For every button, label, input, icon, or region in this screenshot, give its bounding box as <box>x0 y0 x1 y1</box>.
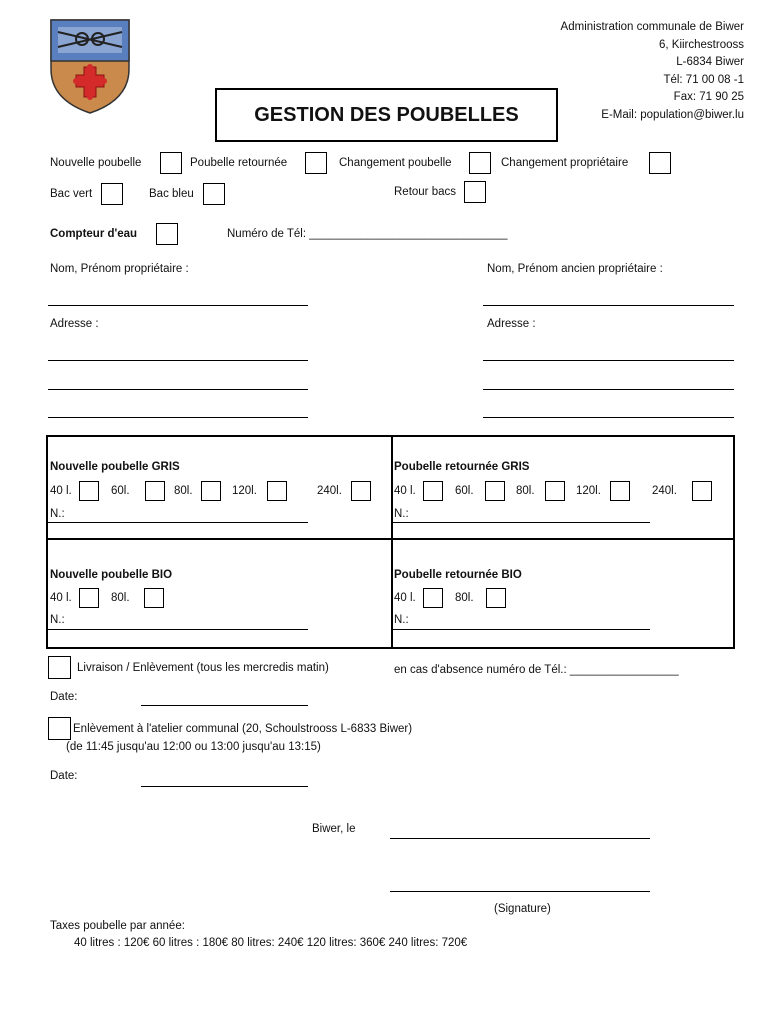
former-owner-address-line-3[interactable] <box>483 417 734 418</box>
checkbox-ret-gris-120[interactable] <box>610 481 630 501</box>
checkbox-livraison[interactable] <box>48 656 71 679</box>
serial-label: N.: <box>394 614 409 626</box>
taxes-values: 40 litres : 120€ 60 litres : 180€ 80 litres: 240€ 120 litres: 360€ 240 litres: 720€ <box>74 937 468 949</box>
label-retour-bacs: Retour bacs <box>394 186 457 198</box>
label-owner-address: Adresse : <box>50 318 99 330</box>
label-owner-name: Nom, Prénom propriétaire : <box>50 263 189 275</box>
label-poubelle-retournee: Poubelle retournée <box>190 157 288 169</box>
size-label-60: 60l. <box>111 485 130 497</box>
checkbox-poubelle-retournee[interactable] <box>305 152 327 174</box>
checkbox-bac-vert[interactable] <box>101 183 123 205</box>
label-nouvelle-poubelle: Nouvelle poubelle <box>50 157 142 169</box>
serial-label: N.: <box>50 508 65 520</box>
label-livraison: Livraison / Enlèvement (tous les mercredis matin) <box>77 662 329 674</box>
size-label-120: 120l. <box>232 485 257 497</box>
date-livraison-field[interactable] <box>141 705 308 706</box>
label-bac-vert: Bac vert <box>50 188 93 200</box>
serial-field-new-gris[interactable] <box>48 522 308 523</box>
place-date-field[interactable] <box>390 838 650 839</box>
commune-address <box>561 19 744 124</box>
serial-field-ret-bio[interactable] <box>392 629 650 630</box>
label-changement-proprietaire: Changement propriétaire <box>501 157 629 169</box>
checkbox-ret-bio-80[interactable] <box>486 588 506 608</box>
absence-phone-field[interactable]: en cas d'absence numéro de Tél.: _________________ <box>394 664 679 676</box>
checkbox-ret-gris-80[interactable] <box>545 481 565 501</box>
taxes-title: Taxes poubelle par année: <box>50 920 185 932</box>
checkbox-retour-bacs[interactable] <box>464 181 486 203</box>
checkbox-new-bio-80[interactable] <box>144 588 164 608</box>
serial-field-ret-gris[interactable] <box>392 522 650 523</box>
former-owner-name-field[interactable] <box>483 305 734 306</box>
serial-field-new-bio[interactable] <box>48 629 308 630</box>
title-retournee-bio: Poubelle retournée BIO <box>394 569 522 581</box>
address-line: Fax: 71 90 25 <box>673 91 744 103</box>
checkbox-new-bio-40[interactable] <box>79 588 99 608</box>
checkbox-new-gris-40[interactable] <box>79 481 99 501</box>
address-line: Administration communale de Biwer <box>560 21 744 33</box>
label-former-owner-name: Nom, Prénom ancien propriétaire : <box>487 263 663 275</box>
label-bac-bleu: Bac bleu <box>149 188 194 200</box>
checkbox-bac-bleu[interactable] <box>203 183 225 205</box>
former-owner-address-line-1[interactable] <box>483 360 734 361</box>
label-signature: (Signature) <box>494 903 551 915</box>
signature-field[interactable] <box>390 891 650 892</box>
serial-label: N.: <box>50 614 65 626</box>
size-label-80: 80l. <box>111 592 130 604</box>
phone-number-field[interactable]: Numéro de Tél: _______________________________ <box>227 228 508 240</box>
checkbox-ret-bio-40[interactable] <box>423 588 443 608</box>
checkbox-changement-proprietaire[interactable] <box>649 152 671 174</box>
grid-divider-vertical <box>391 437 393 647</box>
checkbox-ret-gris-240[interactable] <box>692 481 712 501</box>
owner-address-line-3[interactable] <box>48 417 308 418</box>
owner-address-line-2[interactable] <box>48 389 308 390</box>
size-label-40: 40 l. <box>394 485 416 497</box>
grid-divider-horizontal <box>48 538 733 540</box>
date-atelier-field[interactable] <box>141 786 308 787</box>
label-atelier: Enlèvement à l'atelier communal (20, Schoulstrooss L-6833 Biwer) <box>73 723 413 735</box>
checkbox-nouvelle-poubelle[interactable] <box>160 152 182 174</box>
owner-name-field[interactable] <box>48 305 308 306</box>
size-label-40: 40 l. <box>50 592 72 604</box>
address-line: Tél: 71 00 08 -1 <box>663 73 744 86</box>
checkbox-new-gris-120[interactable] <box>267 481 287 501</box>
size-label-80: 80l. <box>455 592 474 604</box>
checkbox-new-gris-80[interactable] <box>201 481 221 501</box>
label-compteur-eau: Compteur d'eau <box>50 228 138 240</box>
size-label-240: 240l. <box>317 485 342 497</box>
label-place-date: Biwer, le <box>312 823 356 835</box>
label-changement-poubelle: Changement poubelle <box>339 157 452 169</box>
checkbox-new-gris-240[interactable] <box>351 481 371 501</box>
address-line: E-Mail: population@biwer.lu <box>601 108 744 121</box>
size-label-120: 120l. <box>576 485 601 497</box>
size-label-40: 40 l. <box>394 592 416 604</box>
label-date-livraison: Date: <box>50 691 78 703</box>
checkbox-new-gris-60[interactable] <box>145 481 165 501</box>
owner-address-line-1[interactable] <box>48 360 308 361</box>
title-nouvelle-gris: Nouvelle poubelle GRIS <box>50 461 180 473</box>
size-label-80: 80l. <box>174 485 193 497</box>
checkbox-ret-gris-60[interactable] <box>485 481 505 501</box>
checkbox-ret-gris-40[interactable] <box>423 481 443 501</box>
serial-label: N.: <box>394 508 409 520</box>
size-label-60: 60l. <box>455 485 474 497</box>
form-title: GESTION DES POUBELLES <box>215 88 558 142</box>
checkbox-changement-poubelle[interactable] <box>469 152 491 174</box>
label-atelier-hours: (de 11:45 jusqu'au 12:00 ou 13:00 jusqu'au 13:15) <box>66 741 321 753</box>
size-label-80: 80l. <box>516 485 535 497</box>
title-retournee-gris: Poubelle retournée GRIS <box>394 461 530 473</box>
former-owner-address-line-2[interactable] <box>483 389 734 390</box>
biwer-coat-of-arms-logo <box>48 17 132 115</box>
address-line: L-6834 Biwer <box>676 56 744 68</box>
size-label-240: 240l. <box>652 485 677 497</box>
title-nouvelle-bio: Nouvelle poubelle BIO <box>50 569 173 581</box>
checkbox-compteur-eau[interactable] <box>156 223 178 245</box>
address-line: 6, Kiirchestrooss <box>658 38 744 51</box>
size-label-40: 40 l. <box>50 485 72 497</box>
checkbox-atelier[interactable] <box>48 717 71 740</box>
label-former-owner-address: Adresse : <box>487 318 536 330</box>
label-date-atelier: Date: <box>50 770 78 782</box>
